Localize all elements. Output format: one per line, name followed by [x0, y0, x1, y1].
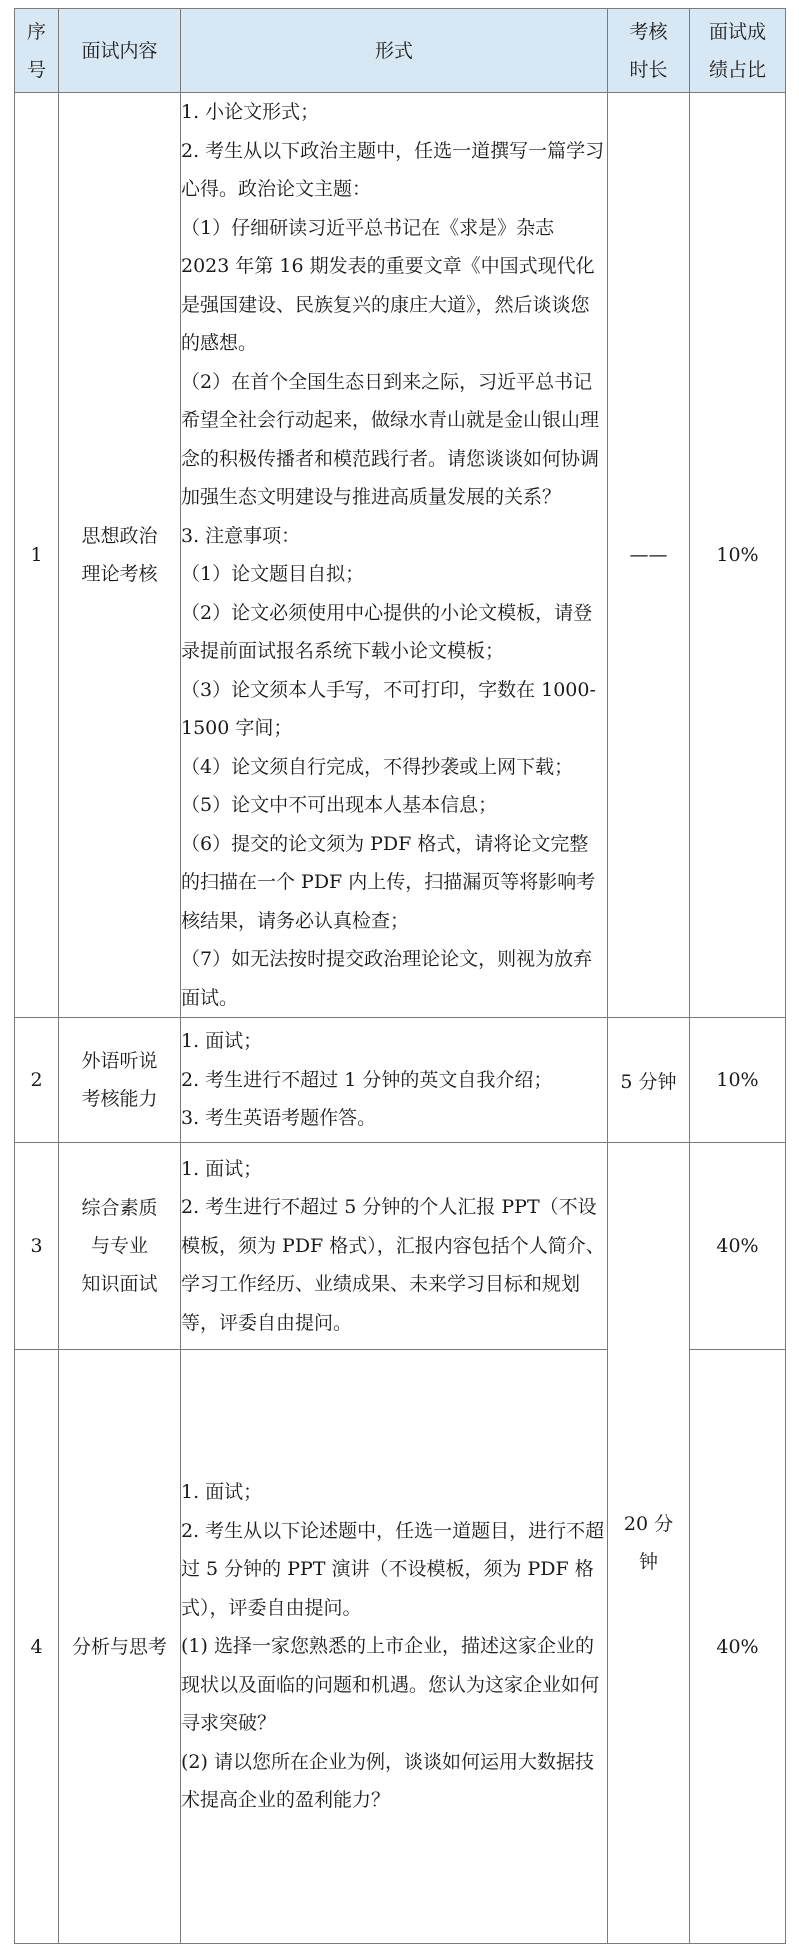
row-content-line: 考核能力: [81, 1088, 158, 1110]
header-time: [608, 9, 690, 93]
form-paragraph: （3）论文须本人手写，不可打印，字数在 1000-1500 字间；: [181, 678, 596, 739]
header-no-line2: 号: [26, 58, 46, 81]
row-time-line: 20 分: [623, 1513, 674, 1535]
row-content-line: 外语听说: [81, 1050, 158, 1072]
row-content: [59, 1350, 181, 1944]
row-content-line: 与专业: [90, 1235, 148, 1257]
form-paragraph: （7）如无法按时提交政治理论论文，则视为放弃面试。: [181, 948, 593, 1009]
form-paragraph: （1）仔细研读习近平总书记在《求是》杂志 2023 年第 16 期发表的重要文章《中国式现代化是强国建设、民族复兴的康庄大道》，然后谈谈您的感想。: [181, 216, 595, 354]
header-no-line1: 序: [26, 20, 46, 43]
form-paragraph: （2）论文必须使用中心提供的小论文模板，请登录提前面试报名系统下载小论文模板；: [181, 601, 593, 662]
form-paragraph: 2. 考生进行不超过 1 分钟的英文自我介绍；: [181, 1068, 553, 1091]
row-time-merged: [608, 1143, 690, 1944]
row-no: 3: [15, 1143, 59, 1350]
row-time: ——: [608, 93, 690, 1018]
table-header-row: [15, 9, 786, 93]
row-ratio: 10%: [690, 1018, 786, 1143]
row-content: [59, 1143, 181, 1350]
form-paragraph: 1. 面试；: [181, 1030, 263, 1053]
header-time-line2: 时长: [629, 58, 668, 81]
row-no: 1: [15, 93, 59, 1018]
row-content: [59, 1018, 181, 1143]
row-content-line: 思想政治: [81, 525, 158, 547]
row-form: [181, 1350, 608, 1944]
form-paragraph: （5）论文中不可出现本人基本信息；: [181, 794, 498, 816]
header-ratio: [690, 9, 786, 93]
header-ratio-line2: 绩占比: [708, 58, 766, 81]
row-content-line: 知识面试: [81, 1273, 158, 1295]
row-time: 5 分钟: [608, 1018, 690, 1143]
row-no: 4: [15, 1350, 59, 1944]
table-row: [15, 1143, 786, 1350]
row-content-line: 分析与思考: [71, 1635, 167, 1658]
form-paragraph: (2) 请以您所在企业为例，谈谈如何运用大数据技术提高企业的盈利能力？: [181, 1750, 594, 1812]
header-no: [15, 9, 59, 93]
header-time-line1: 考核: [629, 20, 668, 43]
row-content: [59, 93, 181, 1018]
form-paragraph: 2. 考生从以下政治主题中，任选一道撰写一篇学习心得。政治论文主题：: [181, 139, 605, 200]
form-paragraph: 2. 考生进行不超过 5 分钟的个人汇报 PPT（不设模板，须为 PDF 格式），汇报内容包括个人简介、学习工作经历、业绩成果、未来学习目标和规划等，评委自由提问。: [181, 1196, 605, 1334]
form-paragraph: （2）在首个全国生态日到来之际，习近平总书记希望全社会行动起来，做绿水青山就是金山银山理念的积极传播者和模范践行者。请您谈谈如何协调加强生态文明建设与推进高质量发展的关系？: [181, 370, 600, 508]
form-paragraph: 3. 注意事项：: [181, 524, 301, 547]
interview-table: [14, 8, 786, 1944]
form-paragraph: （4）论文须自行完成，不得抄袭或上网下载；: [181, 755, 574, 778]
form-paragraph: 1. 面试；: [181, 1481, 263, 1504]
header-content: 面试内容: [59, 9, 181, 93]
form-paragraph: （1）论文题目自拟；: [181, 563, 365, 585]
table-row: [15, 1018, 786, 1143]
table-row: [15, 93, 786, 1018]
row-form: [181, 1018, 608, 1143]
row-no: 2: [15, 1018, 59, 1143]
form-paragraph: (1) 选择一家您熟悉的上市企业，描述这家企业的现状以及面临的问题和机遇。您认为这家企业如何寻求突破？: [181, 1635, 600, 1735]
row-content-line: 综合素质: [81, 1197, 158, 1219]
row-form: [181, 1143, 608, 1350]
row-content-line: 理论考核: [81, 563, 158, 585]
document-page: [14, 8, 785, 1944]
row-ratio: 40%: [690, 1143, 786, 1350]
form-paragraph: （6）提交的论文须为 PDF 格式，请将论文完整的扫描在一个 PDF 内上传，扫描漏页等将影响考核结果，请务必认真检查；: [181, 832, 596, 932]
form-paragraph: 1. 小论文形式；: [181, 101, 320, 123]
row-ratio: 40%: [690, 1350, 786, 1944]
header-form: 形式: [181, 9, 608, 93]
row-ratio: 10%: [690, 93, 786, 1018]
row-time-line: 钟: [638, 1551, 658, 1573]
form-paragraph: 1. 面试；: [181, 1157, 263, 1180]
row-form: [181, 93, 608, 1018]
header-ratio-line1: 面试成: [708, 20, 766, 43]
form-paragraph: 3. 考生英语考题作答。: [181, 1107, 377, 1130]
form-paragraph: 2. 考生从以下论述题中，任选一道题目，进行不超过 5 分钟的 PPT 演讲（不设模板，须为 PDF 格式），评委自由提问。: [181, 1519, 605, 1619]
